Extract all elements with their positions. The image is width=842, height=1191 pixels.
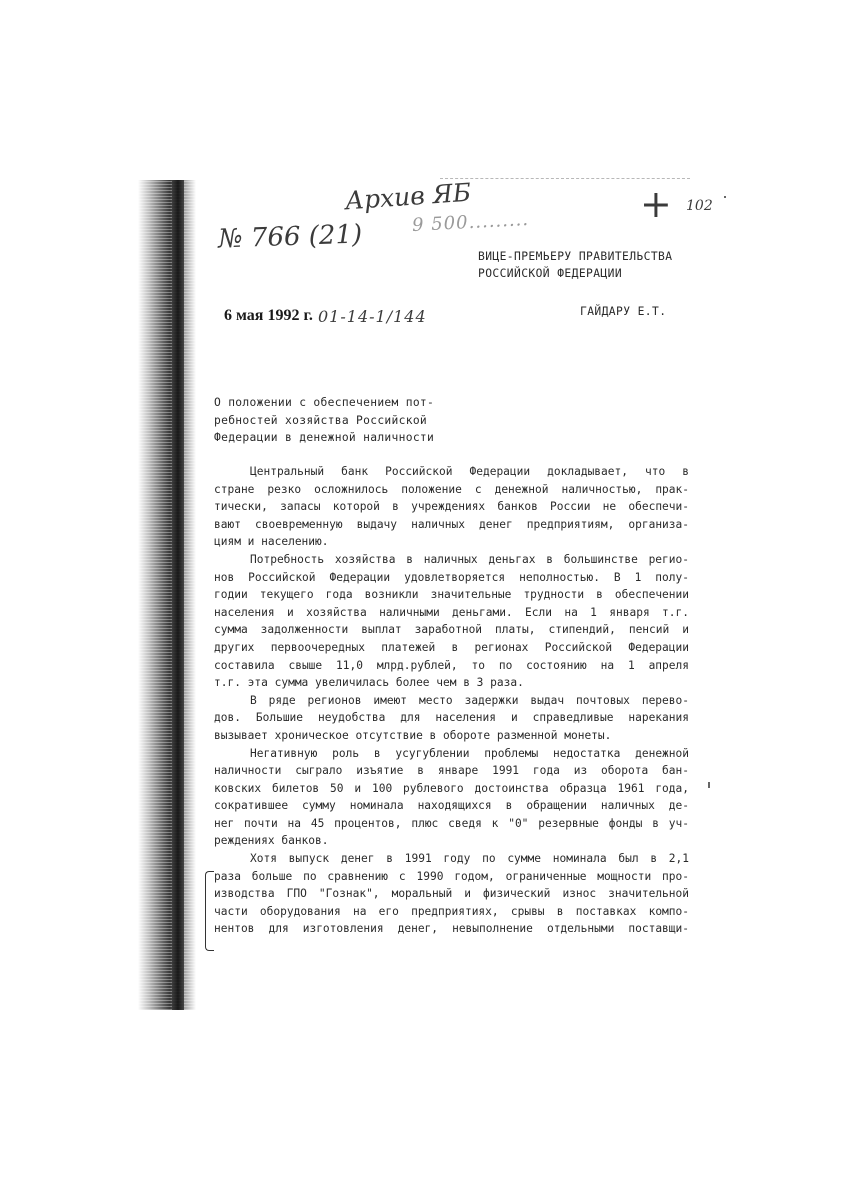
- recipient-name: ГАЙДАРУ Е.Т.: [580, 305, 667, 318]
- subject-line: ребностей хозяйства Российской: [214, 413, 428, 427]
- body-line: вызывает хроническое отсутствие в обороте разменной монеты.: [214, 728, 612, 742]
- body-line: Потребность хозяйства в наличных деньгах в большинстве регио-: [250, 552, 689, 566]
- scan-shadow-edge: [138, 180, 196, 1010]
- body-line: тически, запасы которой в учреждениях банков России не обеспечи-: [214, 500, 689, 514]
- body-line: сократившее сумму номинала находящихся в обращении наличных де-: [214, 799, 689, 813]
- reference-mark: 9 500.........: [411, 208, 530, 237]
- subject-block: [214, 394, 514, 447]
- outgoing-number: 01-14-1/144: [318, 307, 427, 326]
- plus-mark: +: [640, 182, 672, 226]
- scan-shadow-core: [172, 180, 184, 1010]
- body-line: раза больше по сравнению с 1990 годом, ограниченные мощности про-: [214, 869, 689, 883]
- body-line: нентов для изготовления денег, невыполнение отдельными поставщи-: [214, 922, 689, 936]
- body-line: годии текущего года возникли значительные трудности в обеспечении: [214, 588, 689, 602]
- body-line: части оборудования на его предприятиях, срывы в поставках компо-: [214, 904, 689, 918]
- body-line: Хотя выпуск денег в 1991 году по сумме номинала был в 2,1: [250, 852, 689, 866]
- body-line: ковских билетов 50 и 100 рублевого достоинства образца 1961 года,: [214, 781, 689, 795]
- subject-line: О положении с обеспечением пот-: [214, 396, 435, 409]
- body-line: изводства ГПО "Гознак", моральный и физический износ значительной: [214, 887, 689, 901]
- body-line: Центральный банк Российской Федерации докладывает, что в: [250, 465, 689, 478]
- body-line: нег почти на 45 процентов, плюс сведя к "0" резервные фонды в уч-: [214, 816, 689, 830]
- body-line: составила свыше 11,0 млрд.рублей, то по состоянию на 1 апреля: [214, 658, 689, 672]
- body-line: вают своевременную выдачу наличных денег предприятиям, организа-: [214, 517, 689, 531]
- body-line: нов Российской Федерации удовлетворяется неполностью. В 1 полу-: [214, 570, 689, 584]
- letter-body: [214, 463, 689, 938]
- body-line: других первоочередных платежей в регионах Российской Федерации: [214, 640, 689, 654]
- body-line: В ряде регионов имеют место задержки выдач почтовых перево-: [250, 693, 689, 707]
- archive-note: Архив ЯБ: [344, 177, 473, 216]
- top-dashed-line: [440, 178, 690, 179]
- body-line: наличности сыграло изъятие в январе 1991 года из оборота бан-: [214, 764, 689, 778]
- body-line: т.г. эта сумма увеличилась более чем в 3 раза.: [214, 676, 524, 690]
- body-line: дов. Большие неудобства для населения и справедливые нарекания: [214, 711, 689, 725]
- scan-speck: [724, 196, 726, 198]
- scan-speck: [708, 782, 710, 788]
- page-number: 102: [686, 198, 713, 214]
- document-number: № 766 (21): [217, 219, 363, 255]
- body-line: стране резко осложнилось положение с денежной наличностью, прак-: [214, 482, 689, 496]
- recipient-title-line2: РОССИЙСКОЙ ФЕДЕРАЦИИ: [478, 267, 623, 280]
- document-date: 6 мая 1992 г.: [224, 307, 313, 324]
- body-line: населения и хозяйства наличными деньгами. Если на 1 января т.г.: [214, 605, 689, 619]
- body-line: реждениях банков.: [214, 834, 329, 848]
- recipient-title-line1: ВИЦЕ-ПРЕМЬЕРУ ПРАВИТЕЛЬСТВА: [478, 250, 673, 263]
- subject-line: Федерации в денежной наличности: [214, 431, 435, 445]
- body-line: сумма задолженности выплат заработной платы, стипендий, пенсий и: [214, 623, 689, 637]
- body-line: Негативную роль в усугублении проблемы недостатка денежной: [250, 746, 689, 760]
- margin-bracket-mark: [205, 871, 214, 951]
- body-line: циям и населению.: [214, 535, 329, 549]
